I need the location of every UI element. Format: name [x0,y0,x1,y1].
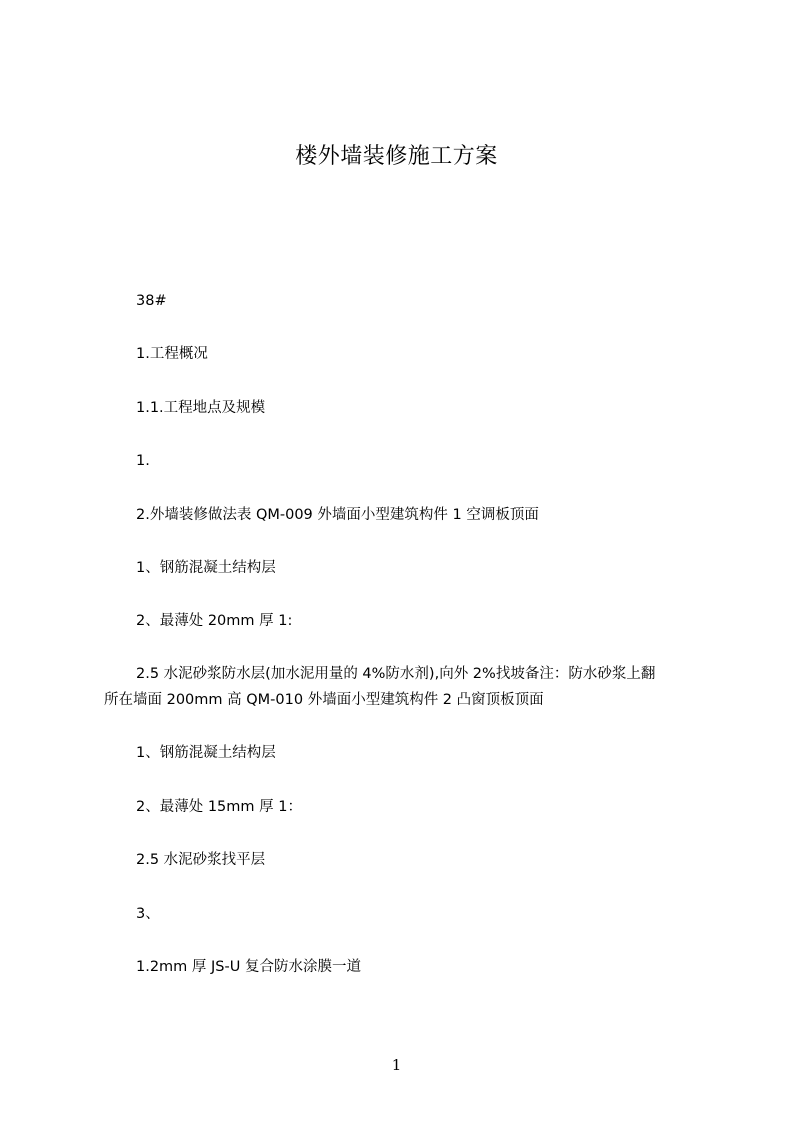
paragraph-section-heading: 1.工程概况 [136,346,208,362]
paragraph-item: 1. [136,453,150,469]
document-title: 楼外墙装修施工方案 [295,144,498,169]
paragraph-finish-table: 2.外墙装修做法表 QM-009 外墙面小型建筑构件 1 空调板顶面 [136,507,539,523]
paragraph-list-item: 3、 [136,906,160,922]
paragraph-list-item: 2、最薄处 15mm 厚 1： [136,799,302,815]
paragraph-list-item: 1、钢筋混凝土结构层 [136,560,276,576]
paragraph-subsection-heading: 1.1.工程地点及规模 [136,400,266,416]
paragraph-line: 所在墙面 200mm 高 QM-010 外墙面小型建筑构件 2 凸窗顶板顶面 [104,692,544,708]
page-number: 1 [391,1056,402,1074]
paragraph-waterproof-layer [104,661,716,713]
paragraph-membrane: 1.2mm 厚 JS-U 复合防水涂膜一道 [136,959,361,975]
paragraph-building-number: 38# [136,293,167,309]
paragraph-list-item: 1、钢筋混凝土结构层 [136,745,276,761]
paragraph-list-item: 2、最薄处 20mm 厚 1: [136,613,293,629]
paragraph-line: 2.5 水泥砂浆防水层(加水泥用量的 4%防水剂),向外 2%找坡备注：防水砂浆上翻 [136,666,656,682]
paragraph-leveling-layer: 2.5 水泥砂浆找平层 [136,852,266,868]
